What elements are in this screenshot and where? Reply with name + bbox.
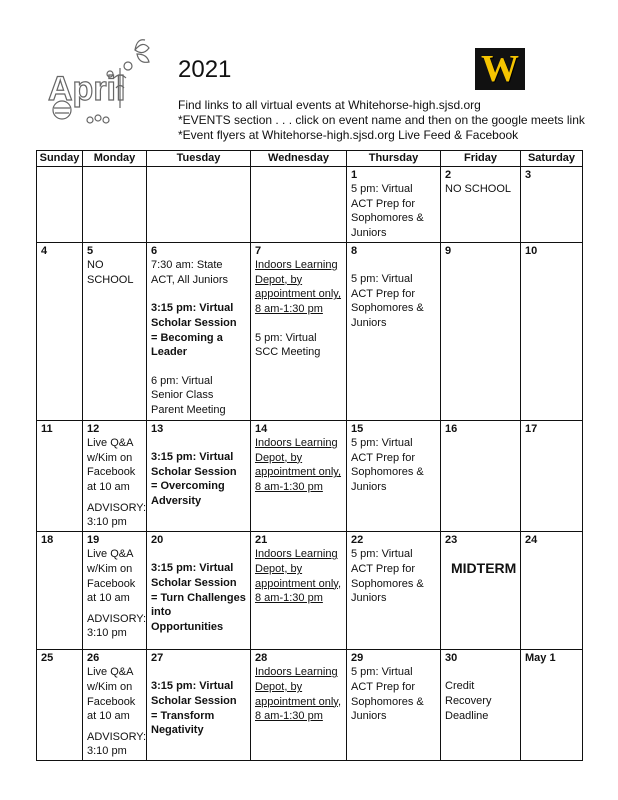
- event-text: Indoors Learning Depot, by appointment only, 8 am-1:30 pm: [255, 437, 342, 493]
- day-number: 3: [525, 168, 532, 181]
- event-text: Indoors Learning Depot, by appointment only, 8 am-1:30 pm: [255, 548, 342, 605]
- day-cell: [37, 420, 83, 531]
- day-cell: [37, 166, 83, 242]
- day-number: 27: [151, 651, 164, 664]
- day-cell: [251, 166, 347, 242]
- day-number: 25: [41, 651, 54, 664]
- event-text: Live Q&A w/Kim on Facebook at 10 am: [87, 548, 136, 605]
- day-number: 22: [351, 533, 364, 546]
- day-cell: [251, 420, 347, 531]
- info-line-2: *EVENTS section . . . click on event name and then on the google meets link: [178, 113, 585, 127]
- day-number: 6: [151, 244, 158, 257]
- event-text: 3:15 pm: Virtual Scholar Session = Turn Challenges into Opportunities: [151, 562, 246, 633]
- week-row: [37, 420, 583, 531]
- weekday-header: Tuesday: [147, 151, 251, 167]
- day-cell: [521, 420, 583, 531]
- event-text: Indoors Learning Depot, by appointment only, 8 am-1:30 pm: [255, 259, 342, 315]
- day-number: 21: [255, 533, 268, 546]
- calendar-table: [36, 150, 583, 761]
- day-cell: [147, 649, 251, 760]
- day-number: 10: [525, 244, 538, 257]
- event-text: ADVISORY: 3:10 pm: [87, 730, 147, 758]
- day-cell: [37, 531, 83, 649]
- day-cell: [83, 242, 147, 420]
- event-text: ADVISORY: 3:10 pm: [87, 612, 147, 640]
- april-clipart-icon: [40, 38, 168, 126]
- info-line-1: Find links to all virtual events at Whitehorse-high.sjsd.org: [178, 98, 481, 112]
- day-cell: [347, 531, 441, 649]
- school-logo: [475, 48, 525, 90]
- weekday-header: Saturday: [521, 151, 583, 167]
- week-row: [37, 649, 583, 760]
- event-text: 3:15 pm: Virtual Scholar Session = Becoming a Leader: [151, 302, 237, 359]
- event-text: 5 pm: Virtual ACT Prep for Sophomores & Juniors: [351, 273, 424, 329]
- weekday-header: Sunday: [37, 151, 83, 167]
- event-text: 5 pm: Virtual ACT Prep for Sophomores & Juniors: [351, 183, 424, 239]
- day-cell: [441, 420, 521, 531]
- day-cell: [147, 531, 251, 649]
- school-logo-letter: W: [481, 48, 519, 90]
- event-text: NO SCHOOL: [445, 183, 512, 196]
- day-number: 28: [255, 651, 268, 664]
- day-cell: [251, 531, 347, 649]
- day-cell: [83, 531, 147, 649]
- event-text: Credit Recovery Deadline: [445, 680, 492, 722]
- event-text: 5 pm: Virtual ACT Prep for Sophomores & Juniors: [351, 548, 424, 605]
- day-cell: [441, 531, 521, 649]
- day-cell: [83, 649, 147, 760]
- day-cell: [83, 166, 147, 242]
- event-text: 5 pm: Virtual ACT Prep for Sophomores & Juniors: [351, 437, 424, 493]
- day-cell: [147, 166, 251, 242]
- day-cell: [37, 242, 83, 420]
- day-number: 9: [445, 244, 452, 257]
- event-text: 5 pm: Virtual SCC Meeting: [255, 331, 321, 359]
- day-number: 4: [41, 244, 48, 257]
- april-word: April: [48, 70, 126, 108]
- info-block: [178, 98, 585, 143]
- day-cell: [521, 166, 583, 242]
- event-text: 6 pm: Virtual Senior Class Parent Meeting: [151, 374, 226, 416]
- day-number: 30: [445, 651, 458, 664]
- day-cell: [521, 649, 583, 760]
- week-row: [37, 531, 583, 649]
- day-cell: [347, 242, 441, 420]
- day-cell: [251, 242, 347, 420]
- week-row: [37, 166, 583, 242]
- day-cell: [37, 649, 83, 760]
- day-number: 1: [351, 168, 358, 181]
- event-text: ADVISORY: 3:10 pm: [87, 501, 147, 529]
- event-text: Live Q&A w/Kim on Facebook at 10 am: [87, 437, 136, 493]
- event-text: Indoors Learning Depot, by appointment only, 8 am-1:30 pm: [255, 666, 342, 723]
- weekday-header: Friday: [441, 151, 521, 167]
- day-number: 7: [255, 244, 262, 257]
- weekday-header-row: [37, 151, 583, 167]
- info-line-3: *Event flyers at Whitehorse-high.sjsd.org Live Feed & Facebook: [178, 128, 519, 142]
- day-cell: [441, 166, 521, 242]
- weekday-header: Wednesday: [251, 151, 347, 167]
- day-cell: [441, 649, 521, 760]
- year-title: 2021: [178, 56, 232, 83]
- day-number: 8: [351, 244, 358, 257]
- day-number: 18: [41, 533, 54, 546]
- event-text: 7:30 am: State ACT, All Juniors: [151, 259, 229, 286]
- day-cell: [251, 649, 347, 760]
- week-row: [37, 242, 583, 420]
- day-cell: [83, 420, 147, 531]
- event-text: MIDTERM: [451, 560, 517, 577]
- day-cell: [347, 166, 441, 242]
- day-number: 17: [525, 422, 538, 435]
- event-text: 3:15 pm: Virtual Scholar Session = Overcoming Adversity: [151, 451, 237, 507]
- day-number: 2: [445, 168, 452, 181]
- day-cell: [441, 242, 521, 420]
- weekday-header: Monday: [83, 151, 147, 167]
- day-number: 13: [151, 422, 164, 435]
- day-cell: [347, 420, 441, 531]
- weekday-header: Thursday: [347, 151, 441, 167]
- day-number: 12: [87, 422, 100, 435]
- day-number: 24: [525, 533, 538, 546]
- event-text: NO SCHOOL: [87, 259, 134, 286]
- day-cell: [147, 420, 251, 531]
- day-number: 14: [255, 422, 268, 435]
- day-number: May 1: [525, 651, 556, 664]
- event-text: Live Q&A w/Kim on Facebook at 10 am: [87, 666, 136, 723]
- day-number: 19: [87, 533, 100, 546]
- day-cell: [521, 531, 583, 649]
- event-text: 3:15 pm: Virtual Scholar Session = Transform Negativity: [151, 680, 237, 737]
- day-number: 26: [87, 651, 100, 664]
- day-number: 15: [351, 422, 364, 435]
- event-text: 5 pm: Virtual ACT Prep for Sophomores & Juniors: [351, 666, 424, 723]
- day-number: 23: [445, 533, 458, 546]
- day-number: 11: [41, 422, 53, 435]
- day-number: 20: [151, 533, 164, 546]
- day-number: 16: [445, 422, 458, 435]
- day-cell: [347, 649, 441, 760]
- day-cell: [147, 242, 251, 420]
- day-number: 29: [351, 651, 364, 664]
- day-number: 5: [87, 244, 94, 257]
- day-cell: [521, 242, 583, 420]
